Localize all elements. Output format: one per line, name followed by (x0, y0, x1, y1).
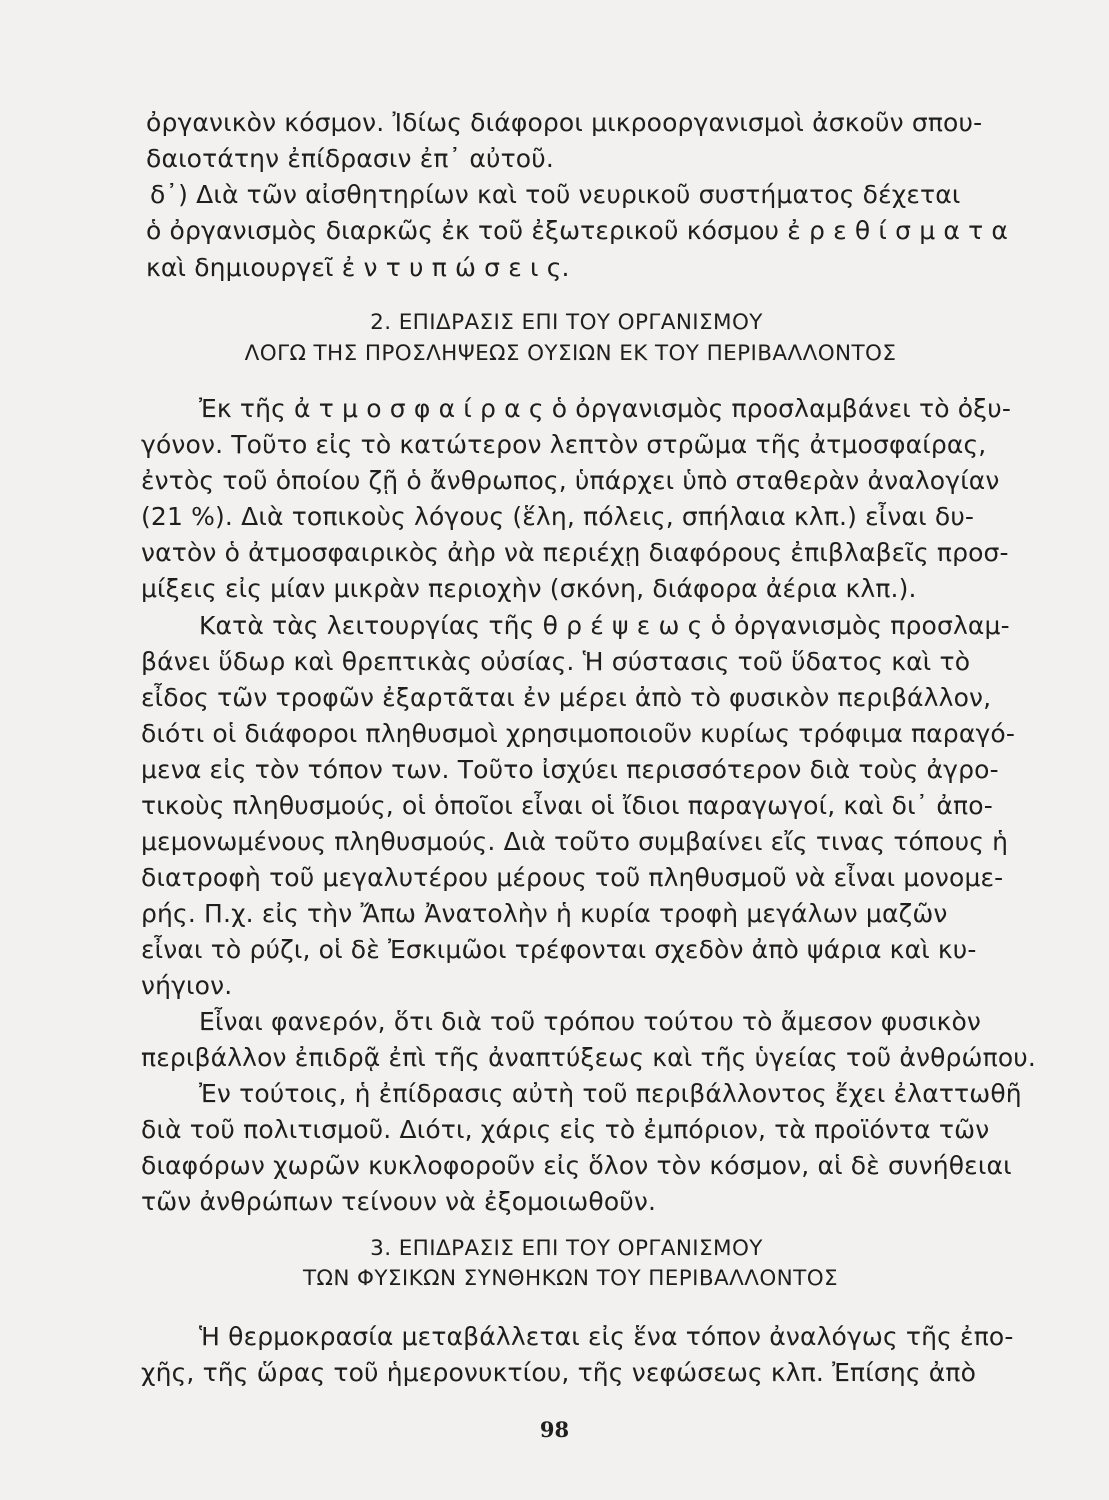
text-line: διατροφὴ τοῦ μεγαλυτέρου μέρους τοῦ πληθυσμοῦ νὰ εἶναι μονομε- (141, 863, 1004, 892)
text-line: δ᾽) Διὰ τῶν αἰσθητηρίων καὶ τοῦ νευρικοῦ συστήματος δέχεται (150, 180, 961, 209)
text-line: Ἡ θερμοκρασία μεταβάλλεται εἰς ἕνα τόπον ἀναλόγως τῆς ἐπο- (199, 1322, 1014, 1351)
text-line: μεμονωμένους πληθυσμούς. Διὰ τοῦτο συμβαίνει εἴς τινας τόπους ἡ (141, 827, 1009, 856)
section-subheading: ΛΟΓΩ ΤΗΣ ΠΡΟΣΛΗΨΕΩΣ ΟΥΣΙΩΝ ΕΚ ΤΟΥ ΠΕΡΙΒΑΛΛΟΝΤΟΣ (244, 341, 897, 366)
text-line: διαφόρων χωρῶν κυκλοφοροῦν εἰς ὅλον τὸν κόσμον, αἱ δὲ συνήθειαι (141, 1151, 1012, 1180)
text-line: νατὸν ὁ ἀτμοσφαιρικὸς ἀὴρ νὰ περιέχῃ διαφόρους ἐπιβλαβεῖς προσ- (141, 538, 1009, 567)
text-line: νήγιον. (141, 971, 233, 1000)
text-line: μίξεις εἰς μίαν μικρὰν περιοχὴν (σκόνη, διάφορα ἀέρια κλπ.). (141, 574, 917, 603)
text-line: διὰ τοῦ πολιτισμοῦ. Διότι, χάρις εἰς τὸ ἐμπόριον, τὰ προϊόντα τῶν (141, 1115, 990, 1144)
section-subheading: ΤΩΝ ΦΥΣΙΚΩΝ ΣΥΝΘΗΚΩΝ ΤΟΥ ΠΕΡΙΒΑΛΛΟΝΤΟΣ (302, 1266, 839, 1291)
text-line: γόνον. Τοῦτο εἰς τὸ κατώτερον λεπτὸν στρῶμα τῆς ἀτμοσφαίρας, (141, 430, 987, 459)
text-line: ρής. Π.χ. εἰς τὴν Ἄπω Ἀνατολὴν ἡ κυρία τροφὴ μεγάλων μαζῶν (141, 899, 948, 928)
text-line: διότι οἱ διάφοροι πληθυσμοὶ χρησιμοποιοῦν κυρίως τρόφιμα παραγό- (141, 719, 1016, 748)
text-line: ὁ ὀργανισμὸς διαρκῶς ἐκ τοῦ ἐξωτερικοῦ κόσμου ἐ ρ ε θ ί σ μ α τ α (146, 216, 1009, 245)
text-line: (21 %). Διὰ τοπικοὺς λόγους (ἕλη, πόλεις, σπήλαια κλπ.) εἶναι δυ- (141, 502, 975, 531)
section-heading: 2. ΕΠΙΔΡΑΣΙΣ ΕΠΙ ΤΟΥ ΟΡΓΑΝΙΣΜΟΥ (370, 310, 763, 335)
text-line: ἐντὸς τοῦ ὁποίου ζῇ ὁ ἄνθρωπος, ὑπάρχει ὑπὸ σταθερὰν ἀναλογίαν (141, 466, 1000, 495)
page-number: 98 (539, 1417, 570, 1442)
text-line: Ἐκ τῆς ἀ τ μ ο σ φ α ί ρ α ς ὁ ὀργανισμὸς προσλαμβάνει τὸ ὀξυ- (199, 394, 1012, 423)
text-line: περιβάλλον ἐπιδρᾷ ἐπὶ τῆς ἀναπτύξεως καὶ τῆς ὑγείας τοῦ ἀνθρώπου. (141, 1043, 1037, 1072)
text-line: ὀργανικὸν κόσμον. Ἰδίως διάφοροι μικροοργανισμοὶ ἀσκοῦν σπου- (146, 108, 983, 137)
text-line: Ἐν τούτοις, ἡ ἐπίδρασις αὐτὴ τοῦ περιβάλλοντος ἔχει ἐλαττωθῆ (199, 1079, 1022, 1108)
text-line: χῆς, τῆς ὥρας τοῦ ἡμερονυκτίου, τῆς νεφώσεως κλπ. Ἐπίσης ἀπὸ (141, 1358, 977, 1387)
text-line: Εἶναι φανερόν, ὅτι διὰ τοῦ τρόπου τούτου τὸ ἄμεσον φυσικὸν (199, 1007, 982, 1036)
text-line: εἶναι τὸ ρύζι, οἱ δὲ Ἐσκιμῶοι τρέφονται σχεδὸν ἀπὸ ψάρια καὶ κυ- (141, 935, 977, 964)
text-line: εἶδος τῶν τροφῶν ἐξαρτᾶται ἐν μέρει ἀπὸ τὸ φυσικὸν περιβάλλον, (141, 683, 992, 712)
text-line: καὶ δημιουργεῖ ἐ ν τ υ π ώ σ ε ι ς. (146, 253, 570, 282)
text-line: τικοὺς πληθυσμούς, οἱ ὁποῖοι εἶναι οἱ ἴδιοι παραγωγοί, καὶ δι᾽ ἀπο- (141, 791, 993, 820)
text-line: βάνει ὕδωρ καὶ θρεπτικὰς οὐσίας. Ἡ σύστασις τοῦ ὕδατος καὶ τὸ (141, 647, 971, 676)
text-line: μενα εἰς τὸν τόπον των. Τοῦτο ἰσχύει περισσότερον διὰ τοὺς ἀγρο- (141, 755, 999, 784)
text-line: Κατὰ τὰς λειτουργίας τῆς θ ρ έ ψ ε ω ς ὁ ὀργανισμὸς προσλαμ- (199, 611, 1010, 640)
text-line: δαιοτάτην ἐπίδρασιν ἐπ᾽ αὐτοῦ. (146, 144, 554, 173)
section-heading: 3. ΕΠΙΔΡΑΣΙΣ ΕΠΙ ΤΟΥ ΟΡΓΑΝΙΣΜΟΥ (370, 1236, 763, 1261)
text-line: τῶν ἀνθρώπων τείνουν νὰ ἐξομοιωθοῦν. (141, 1187, 657, 1216)
